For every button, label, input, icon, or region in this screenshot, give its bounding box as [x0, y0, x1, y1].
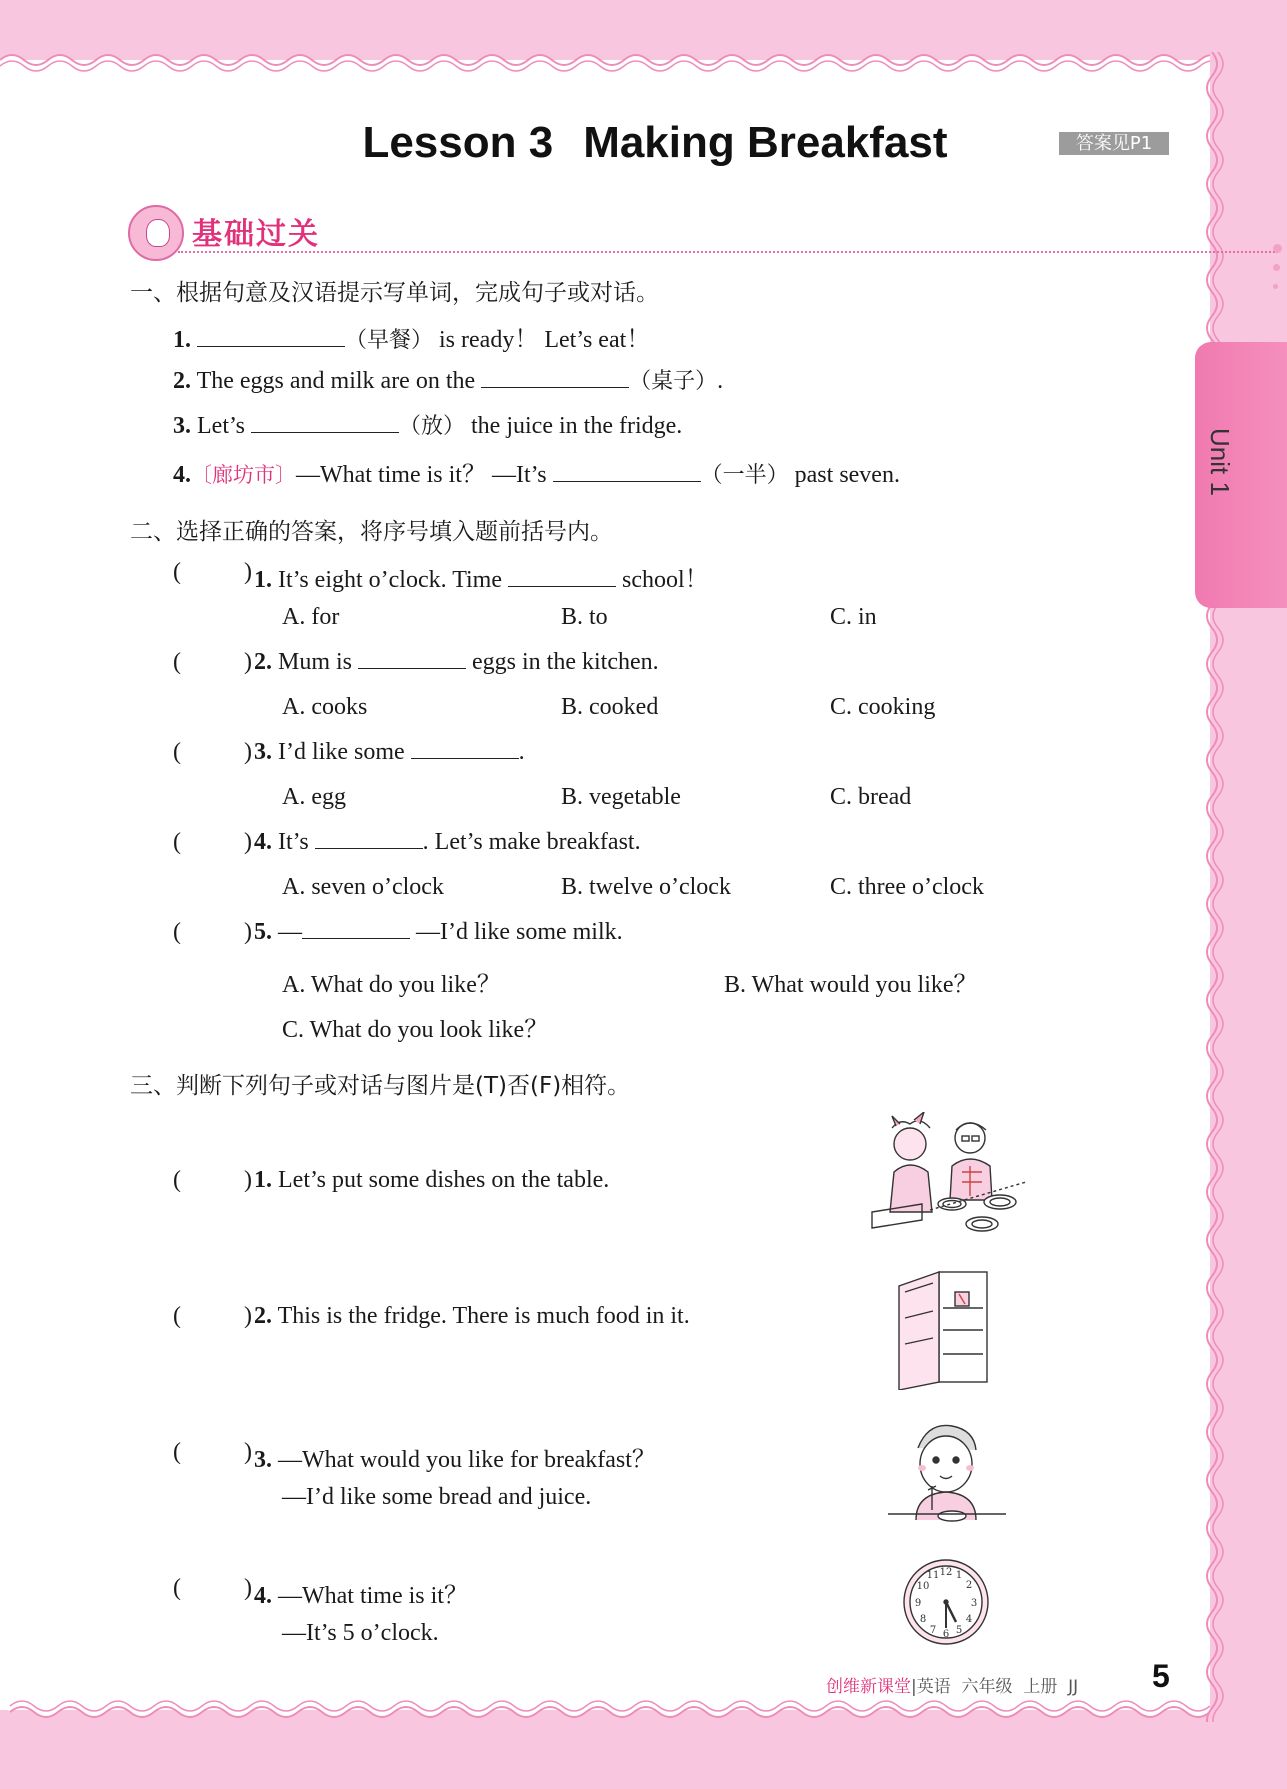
region-tag: 〔廊坊市〕 — [191, 463, 296, 487]
question-text: eggs in the kitchen. — [472, 649, 659, 675]
mascot-icon — [128, 205, 184, 261]
mc-question — [254, 829, 641, 856]
svg-text:2: 2 — [965, 1580, 973, 1591]
chinese-hint: （一半） — [700, 463, 789, 488]
section-title: 基础过关 — [192, 217, 320, 252]
answer-paren-close: ) — [244, 1439, 252, 1465]
chinese-hint: （早餐） — [345, 328, 434, 353]
option-c: C. bread — [830, 784, 912, 810]
svg-text:1: 1 — [955, 1570, 963, 1581]
part2-heading: 二、选择正确的答案，将序号填入题前括号内。 — [130, 519, 613, 545]
answer-paren[interactable]: ( — [173, 919, 181, 945]
answer-blank[interactable] — [508, 568, 616, 587]
option-a: A. What do you like？ — [282, 972, 501, 998]
footer-edition: JJ — [1068, 1677, 1079, 1697]
answer-blank[interactable] — [251, 414, 399, 433]
statement-text-line2: —I’d like some bread and juice. — [282, 1484, 592, 1510]
footer-brand: 创维新课堂 — [826, 1677, 911, 1697]
svg-text:5: 5 — [955, 1625, 963, 1636]
bottom-wave-border — [0, 1700, 1210, 1730]
answer-blank[interactable] — [481, 369, 629, 388]
section-divider — [178, 251, 1278, 253]
svg-text:4: 4 — [965, 1614, 973, 1625]
answer-paren[interactable]: ( — [173, 1439, 181, 1465]
question-number: 4. — [254, 829, 272, 855]
item-text: . — [717, 368, 724, 394]
option-b: B. vegetable — [561, 784, 681, 810]
option-a: A. for — [282, 604, 340, 630]
section-header — [128, 205, 1168, 255]
answer-paren-close: ) — [244, 1303, 252, 1329]
answer-paren[interactable]: ( — [173, 829, 181, 855]
statement-text: This is the fridge. There is much food in it. — [277, 1303, 690, 1329]
footer-volume: 上册 — [1023, 1677, 1058, 1697]
lesson-number: Lesson 3 — [362, 118, 554, 167]
item-number: 1. — [173, 327, 191, 353]
option-b: B. cooked — [561, 694, 659, 720]
part1-item — [173, 454, 900, 489]
item-text: The eggs and milk are on the — [196, 368, 476, 394]
question-text: . — [518, 739, 525, 765]
item-number: 3. — [254, 1447, 272, 1473]
footer-info — [826, 1672, 1078, 1697]
option-c: C. in — [830, 604, 877, 630]
chinese-hint: （桌子） — [629, 369, 718, 394]
top-wave-border — [0, 44, 1210, 84]
option-a: A. cooks — [282, 694, 368, 720]
tf-statement — [254, 1303, 690, 1330]
part1-heading: 一、根据句意及汉语提示写单词，完成句子或对话。 — [130, 280, 659, 306]
statement-text: —What would you like for breakfast？ — [278, 1447, 656, 1473]
answer-paren-close: ) — [244, 919, 252, 945]
answer-blank[interactable] — [411, 740, 519, 759]
svg-text:3: 3 — [970, 1598, 978, 1609]
statement-text: —What time is it？ — [278, 1583, 468, 1609]
question-number: 1. — [254, 567, 272, 593]
tf-statement — [254, 1167, 609, 1194]
option-c: C. three o’clock — [830, 874, 984, 900]
answer-reference-badge: 答案见P1 — [1059, 132, 1169, 155]
option-b: B. twelve o’clock — [561, 874, 731, 900]
answer-paren-close: ) — [244, 829, 252, 855]
statement-text-line2: —It’s 5 o’clock. — [282, 1620, 439, 1646]
item-number: 2. — [173, 368, 191, 394]
tf-statement — [254, 1575, 468, 1610]
boy-eating-picture — [888, 1420, 1006, 1530]
option-c: C. cooking — [830, 694, 936, 720]
option-c: C. What do you look like？ — [282, 1017, 549, 1043]
svg-text:10: 10 — [916, 1581, 930, 1592]
right-wave-border — [1200, 52, 1230, 1722]
answer-blank[interactable] — [302, 920, 410, 939]
option-a: A. egg — [282, 784, 346, 810]
part1-item — [173, 319, 650, 354]
question-text: — — [278, 919, 302, 945]
item-number: 4. — [173, 462, 191, 488]
item-text: —What time is it？ —It’s — [296, 462, 547, 488]
footer-grade: 六年级 — [961, 1677, 1013, 1697]
answer-paren[interactable]: ( — [173, 649, 181, 675]
item-number: 3. — [173, 413, 191, 439]
footer-separator: | — [911, 1677, 917, 1697]
statement-text: Let’s put some dishes on the table. — [278, 1167, 610, 1193]
divider-dots-icon — [1273, 240, 1285, 294]
unit-tab-label: Unit 1 — [1205, 428, 1235, 496]
question-number: 3. — [254, 739, 272, 765]
question-text: school！ — [622, 567, 709, 593]
question-text: It’s eight o’clock. Time — [278, 567, 502, 593]
answer-paren[interactable]: ( — [173, 1575, 181, 1601]
item-text: past seven. — [794, 462, 900, 488]
question-text: It’s — [278, 829, 309, 855]
question-text: I’d like some — [278, 739, 405, 765]
answer-paren-close: ) — [244, 559, 252, 585]
question-text: Mum is — [278, 649, 353, 675]
item-text: is ready！ Let’s eat！ — [439, 327, 651, 353]
svg-text:7: 7 — [929, 1625, 937, 1636]
item-number: 4. — [254, 1583, 272, 1609]
item-text: Let’s — [197, 413, 245, 439]
question-text: —I’d like some milk. — [416, 919, 623, 945]
svg-text:8: 8 — [919, 1614, 927, 1625]
wall-clock-picture — [900, 1556, 992, 1648]
lesson-title: Making Breakfast — [583, 118, 948, 167]
page-number: 5 — [1152, 1658, 1170, 1694]
question-text: . Let’s make breakfast. — [422, 829, 641, 855]
answer-paren[interactable]: ( — [173, 1167, 181, 1193]
item-number: 1. — [254, 1167, 272, 1193]
answer-blank[interactable] — [315, 830, 423, 849]
answer-paren-close: ) — [244, 649, 252, 675]
answer-blank[interactable] — [197, 328, 345, 347]
svg-text:6: 6 — [942, 1629, 950, 1640]
answer-blank[interactable] — [358, 650, 466, 669]
answer-paren-close: ) — [244, 739, 252, 765]
option-a: A. seven o’clock — [282, 874, 444, 900]
chinese-hint: （放） — [399, 414, 466, 439]
mc-question — [254, 919, 623, 946]
svg-text:9: 9 — [914, 1598, 922, 1609]
option-b: B. What would you like？ — [724, 972, 978, 998]
answer-paren[interactable]: ( — [173, 559, 181, 585]
part1-item — [173, 409, 682, 440]
mc-question — [254, 649, 659, 676]
svg-text:12: 12 — [939, 1567, 953, 1578]
children-setting-table-picture — [870, 1112, 1030, 1240]
answer-paren[interactable]: ( — [173, 1303, 181, 1329]
item-number: 2. — [254, 1303, 272, 1329]
part1-item — [173, 364, 723, 395]
tf-statement — [254, 1439, 656, 1474]
item-text: the juice in the fridge. — [471, 413, 683, 439]
question-number: 2. — [254, 649, 272, 675]
mc-question — [254, 559, 709, 594]
open-fridge-picture — [895, 1268, 1000, 1390]
question-number: 5. — [254, 919, 272, 945]
answer-paren[interactable]: ( — [173, 739, 181, 765]
answer-paren-close: ) — [244, 1167, 252, 1193]
svg-text:11: 11 — [926, 1570, 940, 1581]
answer-blank[interactable] — [553, 463, 701, 482]
footer-subject: 英语 — [916, 1677, 951, 1697]
option-b: B. to — [561, 604, 608, 630]
part3-heading: 三、判断下列句子或对话与图片是(T)否(F)相符。 — [130, 1073, 631, 1099]
mc-question — [254, 739, 525, 766]
answer-paren-close: ) — [244, 1575, 252, 1601]
